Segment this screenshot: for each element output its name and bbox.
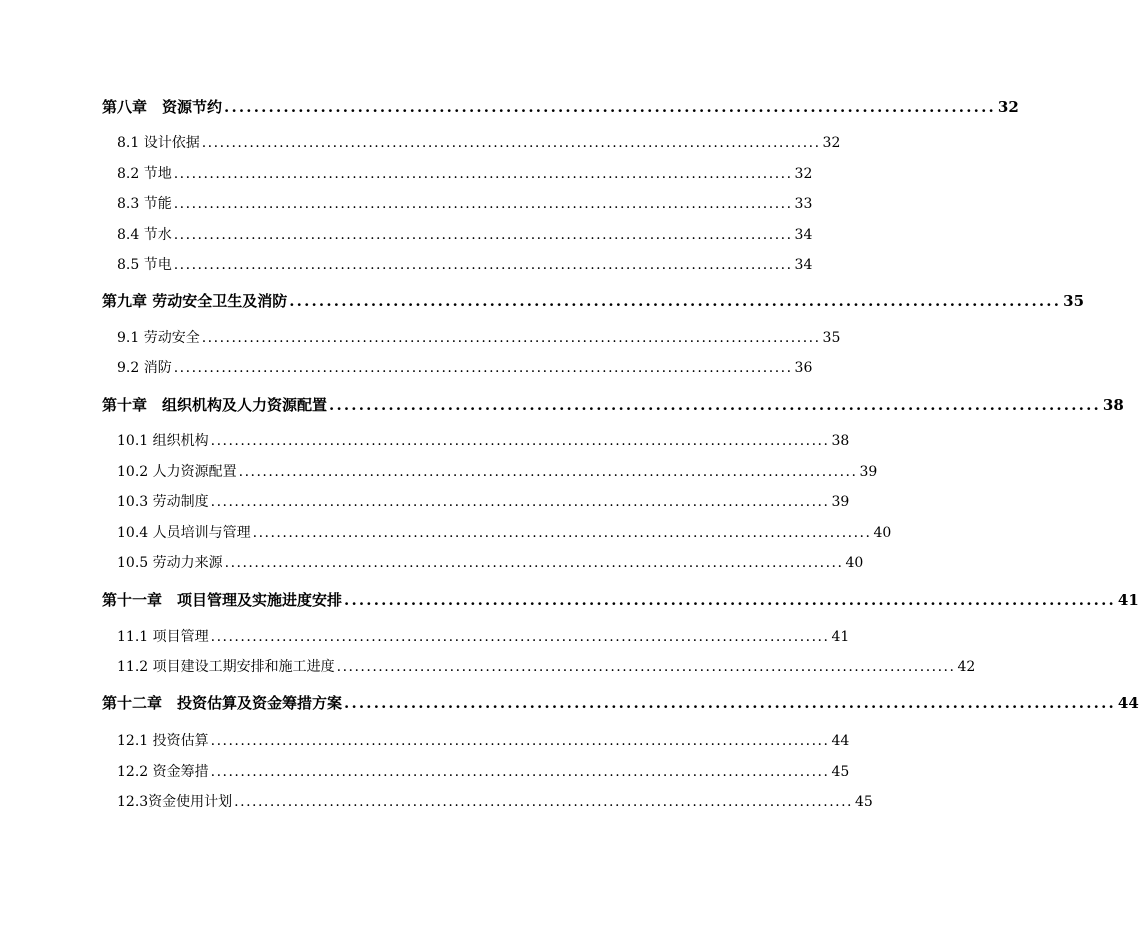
toc-leader-dots: ........................................................................................................ bbox=[224, 555, 844, 571]
toc-page-number: 45 bbox=[855, 794, 873, 810]
toc-leader-dots: ........................................................................................................ bbox=[344, 694, 1116, 712]
toc-page-number: 33 bbox=[794, 196, 813, 212]
toc-leader-dots: ........................................................................................................ bbox=[210, 764, 830, 780]
toc-leader-dots: ........................................................................................................ bbox=[252, 525, 872, 541]
toc-chapter-9[interactable] bbox=[102, 290, 1085, 311]
toc-entry-title: 第八章 资源节约 bbox=[102, 98, 223, 116]
toc-page-number: 34 bbox=[794, 257, 813, 273]
toc-leader-dots: ........................................................................................................ bbox=[224, 98, 996, 116]
toc-page-number: 41 bbox=[831, 629, 850, 645]
toc-leader-dots: ........................................................................................................ bbox=[344, 591, 1116, 609]
toc-entry-title: 9.1 劳动安全 bbox=[117, 330, 200, 346]
toc-section-12-3[interactable] bbox=[117, 791, 873, 811]
toc-chapter-12[interactable] bbox=[102, 692, 1139, 713]
toc-entry-title: 11.1 项目管理 bbox=[117, 629, 209, 645]
toc-entry-title: 10.4 人员培训与管理 bbox=[117, 525, 251, 541]
toc-page-number: 32 bbox=[822, 135, 841, 151]
toc-leader-dots: ........................................................................................................ bbox=[173, 196, 793, 212]
toc-entry-title: 10.3 劳动制度 bbox=[117, 494, 209, 510]
toc-entry-title: 12.3资金使用计划 bbox=[117, 794, 233, 810]
toc-section-8-2[interactable] bbox=[117, 163, 813, 183]
toc-chapter-8[interactable] bbox=[102, 96, 1019, 117]
toc-page-number: 40 bbox=[845, 555, 864, 571]
toc-section-8-1[interactable] bbox=[117, 132, 841, 152]
toc-section-11-1[interactable] bbox=[117, 626, 850, 646]
toc-page-number: 35 bbox=[822, 330, 841, 346]
toc-section-10-4[interactable] bbox=[117, 522, 892, 542]
toc-entry-title: 9.2 消防 bbox=[117, 360, 172, 376]
toc-leader-dots: ........................................................................................................ bbox=[173, 166, 793, 182]
toc-entry-title: 8.3 节能 bbox=[117, 196, 172, 212]
toc-entry-title: 10.1 组织机构 bbox=[117, 433, 209, 449]
toc-entry-title: 第十一章 项目管理及实施进度安排 bbox=[102, 591, 343, 609]
toc-entry-title: 第十章 组织机构及人力资源配置 bbox=[102, 396, 328, 414]
toc-page-number: 34 bbox=[794, 227, 813, 243]
toc-leader-dots: ........................................................................................................ bbox=[234, 794, 853, 810]
toc-page-number: 39 bbox=[831, 494, 850, 510]
toc-leader-dots: ........................................................................................................ bbox=[173, 360, 793, 376]
toc-section-10-5[interactable] bbox=[117, 552, 864, 572]
toc-section-12-1[interactable] bbox=[117, 730, 850, 750]
toc-entry-title: 12.1 投资估算 bbox=[117, 733, 209, 749]
toc-leader-dots: ........................................................................................................ bbox=[173, 257, 793, 273]
toc-page-number: 32 bbox=[997, 98, 1019, 116]
toc-page-number: 41 bbox=[1117, 591, 1139, 609]
toc-chapter-10[interactable] bbox=[102, 394, 1124, 415]
toc-leader-dots: ........................................................................................................ bbox=[210, 733, 830, 749]
toc-page-number: 42 bbox=[957, 659, 976, 675]
toc-leader-dots: ........................................................................................................ bbox=[173, 227, 793, 243]
toc-page-number: 36 bbox=[794, 360, 813, 376]
toc-entry-title: 10.2 人力资源配置 bbox=[117, 464, 237, 480]
toc-section-8-5[interactable] bbox=[117, 254, 813, 274]
toc-page-number: 38 bbox=[1102, 396, 1124, 414]
toc-section-10-2[interactable] bbox=[117, 461, 878, 481]
toc-entry-title: 11.2 项目建设工期安排和施工进度 bbox=[117, 659, 335, 675]
toc-page-number: 44 bbox=[1117, 694, 1139, 712]
toc-entry-title: 8.1 设计依据 bbox=[117, 135, 200, 151]
toc-entry-title: 12.2 资金筹措 bbox=[117, 764, 209, 780]
toc-entry-title: 8.5 节电 bbox=[117, 257, 172, 273]
toc-page-number: 35 bbox=[1063, 292, 1085, 310]
toc-entry-title: 8.4 节水 bbox=[117, 227, 172, 243]
toc-entry-title: 10.5 劳动力来源 bbox=[117, 555, 223, 571]
toc-leader-dots: ........................................................................................................ bbox=[210, 629, 830, 645]
toc-page-number: 40 bbox=[873, 525, 892, 541]
toc-section-9-1[interactable] bbox=[117, 327, 841, 347]
toc-section-8-4[interactable] bbox=[117, 224, 813, 244]
toc-leader-dots: ........................................................................................................ bbox=[210, 494, 830, 510]
toc-leader-dots: ........................................................................................................ bbox=[238, 464, 858, 480]
toc-chapter-11[interactable] bbox=[102, 589, 1139, 610]
toc-section-12-2[interactable] bbox=[117, 761, 850, 781]
toc-entry-title: 第十二章 投资估算及资金筹措方案 bbox=[102, 694, 343, 712]
toc-leader-dots: ........................................................................................................ bbox=[201, 330, 821, 346]
toc-page-number: 44 bbox=[831, 733, 850, 749]
toc-section-10-1[interactable] bbox=[117, 430, 850, 450]
toc-section-9-2[interactable] bbox=[117, 357, 813, 377]
toc-leader-dots: ........................................................................................................ bbox=[289, 292, 1062, 310]
toc-section-10-3[interactable] bbox=[117, 491, 850, 511]
toc-page-number: 32 bbox=[794, 166, 813, 182]
toc-page-number: 45 bbox=[831, 764, 850, 780]
toc-leader-dots: ........................................................................................................ bbox=[201, 135, 821, 151]
toc-leader-dots: ........................................................................................................ bbox=[329, 396, 1101, 414]
toc-section-11-2[interactable] bbox=[117, 656, 976, 676]
toc-section-8-3[interactable] bbox=[117, 193, 813, 213]
toc-leader-dots: ........................................................................................................ bbox=[210, 433, 830, 449]
toc-entry-title: 第九章 劳动安全卫生及消防 bbox=[102, 292, 288, 310]
toc-entry-title: 8.2 节地 bbox=[117, 166, 172, 182]
toc-leader-dots: ........................................................................................................ bbox=[336, 659, 956, 675]
toc-page-number: 38 bbox=[831, 433, 850, 449]
toc-page-number: 39 bbox=[859, 464, 878, 480]
